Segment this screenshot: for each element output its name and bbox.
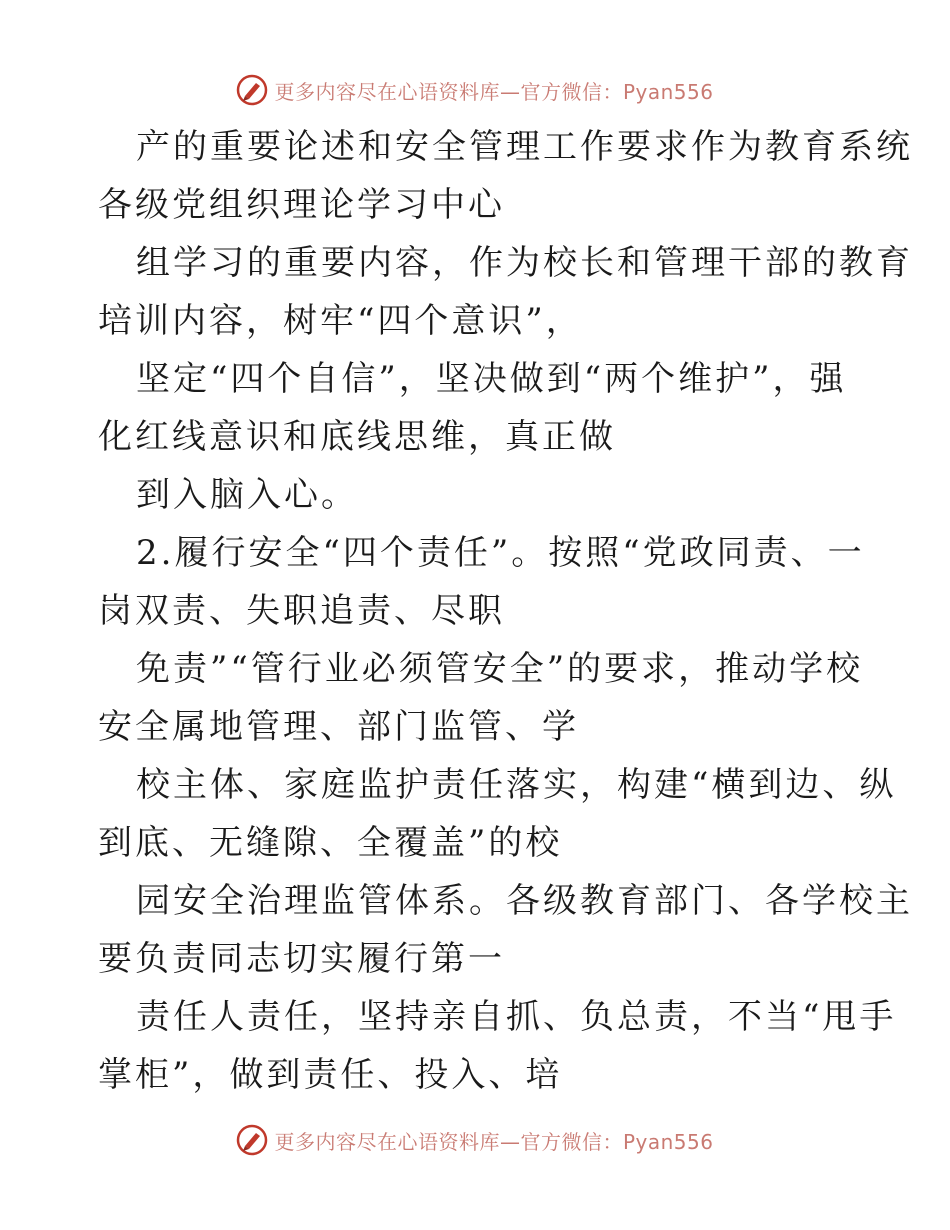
watermark-text: 更多内容尽在心语资料库—官方微信：Pyan556 (274, 1129, 714, 1154)
document-body (98, 118, 913, 1104)
footer-watermark (236, 1124, 713, 1156)
paragraph-line: 组学习的重要内容，作为校长和管理干部的教育 (136, 243, 913, 283)
paragraph-line: 校主体、家庭监护责任落实，构建“横到边、纵 (136, 765, 897, 805)
paragraph-line: 化红线意识和底线思维，真正做 (98, 417, 616, 457)
paragraph-line: 2.履行安全“四个责任”。按照“党政同责、一 (136, 533, 865, 573)
paragraph-line: 岗双责、失职追责、尽职 (98, 591, 505, 631)
footer-watermark-banner (0, 1120, 950, 1160)
header-watermark (236, 74, 713, 106)
paragraph-line: 产的重要论述和安全管理工作要求作为教育系统 (136, 127, 913, 167)
paragraph-line: 免责”“管行业必须管安全”的要求，推动学校 (136, 649, 864, 689)
paragraph-line: 园安全治理监管体系。各级教育部门、各学校主 (136, 881, 913, 921)
paragraph-line: 到入脑入心。 (136, 475, 358, 515)
paragraph-line: 坚定“四个自信”，坚决做到“两个维护”，强 (136, 359, 847, 399)
watermark-text: 更多内容尽在心语资料库—官方微信：Pyan556 (274, 79, 714, 104)
paragraph-line: 责任人责任，坚持亲自抓、负总责，不当“甩手 (136, 997, 897, 1037)
header-watermark-banner (0, 70, 950, 110)
paragraph-line: 安全属地管理、部门监管、学 (98, 707, 579, 747)
paragraph-line: 要负责同志切实履行第一 (98, 939, 505, 979)
pen-logo-icon (236, 1124, 268, 1156)
paragraph-line: 掌柜”，做到责任、投入、培 (98, 1055, 563, 1095)
paragraph-line: 到底、无缝隙、全覆盖”的校 (98, 823, 563, 863)
paragraph-line: 各级党组织理论学习中心 (98, 185, 505, 225)
pen-logo-icon (236, 74, 268, 106)
paragraph-line: 培训内容，树牢“四个意识”， (98, 301, 583, 341)
